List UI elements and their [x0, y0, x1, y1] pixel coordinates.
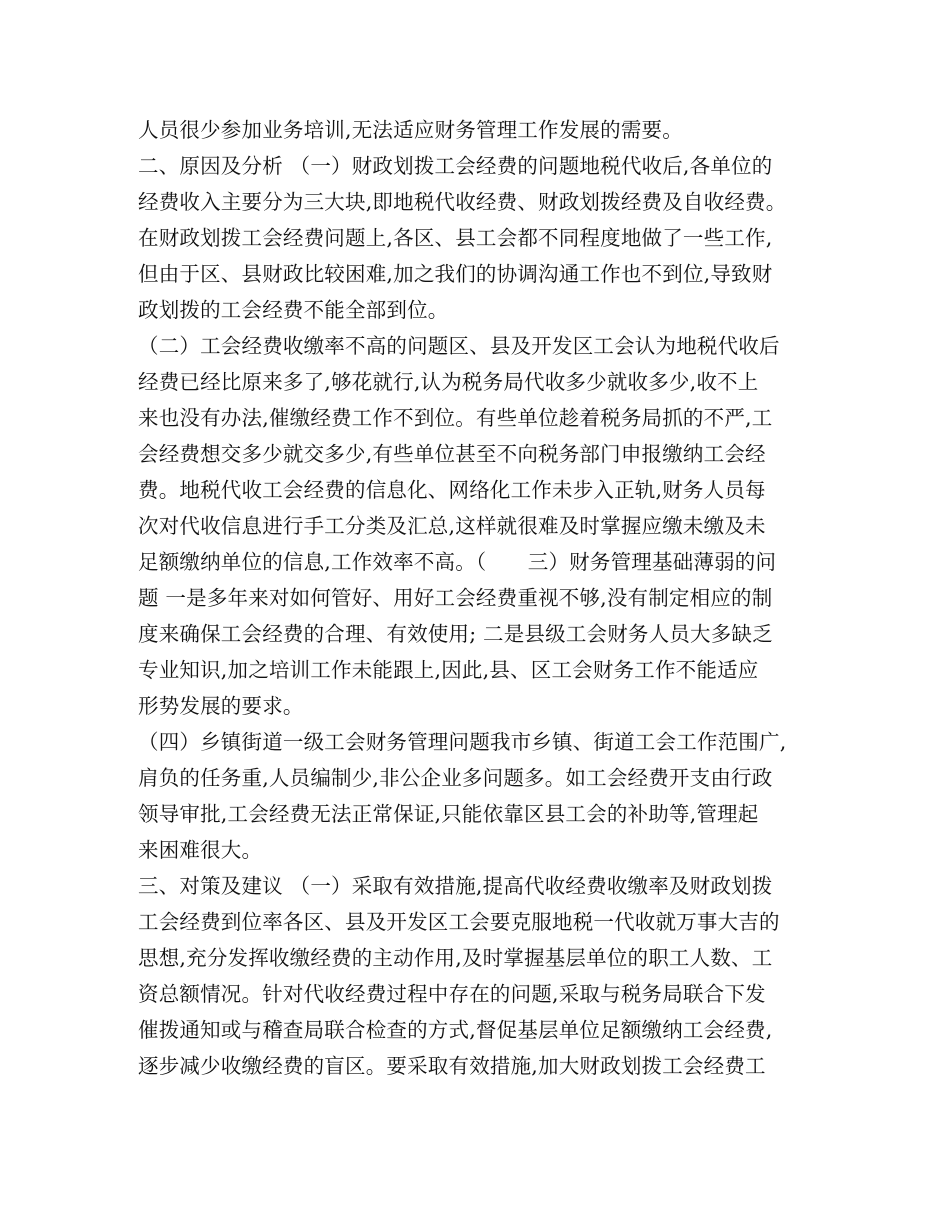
text-line: 会经费想交多少就交多少,有些单位甚至不向税务部门申报缴纳工会经	[138, 442, 766, 466]
text-line: 资总额情况。针对代收经费过程中存在的问题,采取与税务局联合下发	[138, 982, 766, 1006]
text-line: 催拨通知或与稽查局联合检查的方式,督促基层单位足额缴纳工会经费,	[138, 1018, 773, 1042]
text-line: 思想,充分发挥收缴经费的主动作用,及时掌握基层单位的职工人数、工	[138, 946, 773, 970]
text-line: 人员很少参加业务培训,无法适应财务管理工作发展的需要。	[138, 118, 683, 142]
text-line: 政划拨的工会经费不能全部到位。	[138, 298, 449, 322]
text-line: 足额缴纳单位的信息,工作效率不高。（ 三）财务管理基础薄弱的问	[138, 550, 777, 574]
text-line: 题 一是多年来对如何管好、用好工会经费重视不够,没有制定相应的制	[138, 586, 773, 610]
text-line: 在财政划拨工会经费问题上,各区、县工会都不同程度地做了一些工作,	[138, 226, 773, 250]
text-line: 肩负的任务重,人员编制少,非公企业多问题多。如工会经费开支由行政	[138, 766, 773, 790]
text-line: （二）工会经费收缴率不高的问题区、县及开发区工会认为地税代收后	[138, 334, 780, 358]
text-line: 度来确保工会经费的合理、有效使用; 二是县级工会财务人员大多缺乏	[138, 622, 773, 646]
text-line: 次对代收信息进行手工分类及汇总,这样就很难及时掌握应缴未缴及未	[138, 514, 766, 538]
text-line: （四）乡镇街道一级工会财务管理问题我市乡镇、街道工会工作范围广,	[138, 730, 787, 754]
text-line: 来也没有办法,催缴经费工作不到位。有些单位趁着税务局抓的不严,工	[138, 406, 773, 430]
text-line: 三、对策及建议 （一）采取有效措施,提高代收经费收缴率及财政划拨	[138, 874, 773, 898]
text-line: 工会经费到位率各区、县及开发区工会要克服地税一代收就万事大吉的	[138, 910, 780, 934]
text-line: 经费已经比原来多了,够花就行,认为税务局代收多少就收多少,收不上	[138, 370, 759, 394]
text-line: 二、原因及分析 （一）财政划拨工会经费的问题地税代收后,各单位的	[138, 154, 773, 178]
text-line: 但由于区、县财政比较困难,加之我们的协调沟通工作也不到位,导致财	[138, 262, 773, 286]
text-line: 费。地税代收工会经费的信息化、网络化工作未步入正轨,财务人员每	[138, 478, 766, 502]
text-line: 逐步减少收缴经费的盲区。要采取有效措施,加大财政划拨工会经费工	[138, 1054, 766, 1078]
text-line: 领导审批,工会经费无法正常保证,只能依靠区县工会的补助等,管理起	[138, 802, 759, 826]
text-line: 经费收入主要分为三大块,即地税代收经费、财政划拨经费及自收经费。	[138, 190, 787, 214]
text-line: 来困难很大。	[138, 838, 263, 862]
text-line: 专业知识,加之培训工作未能跟上,因此,县、区工会财务工作不能适应	[138, 658, 759, 682]
text-line: 形势发展的要求。	[138, 694, 304, 718]
